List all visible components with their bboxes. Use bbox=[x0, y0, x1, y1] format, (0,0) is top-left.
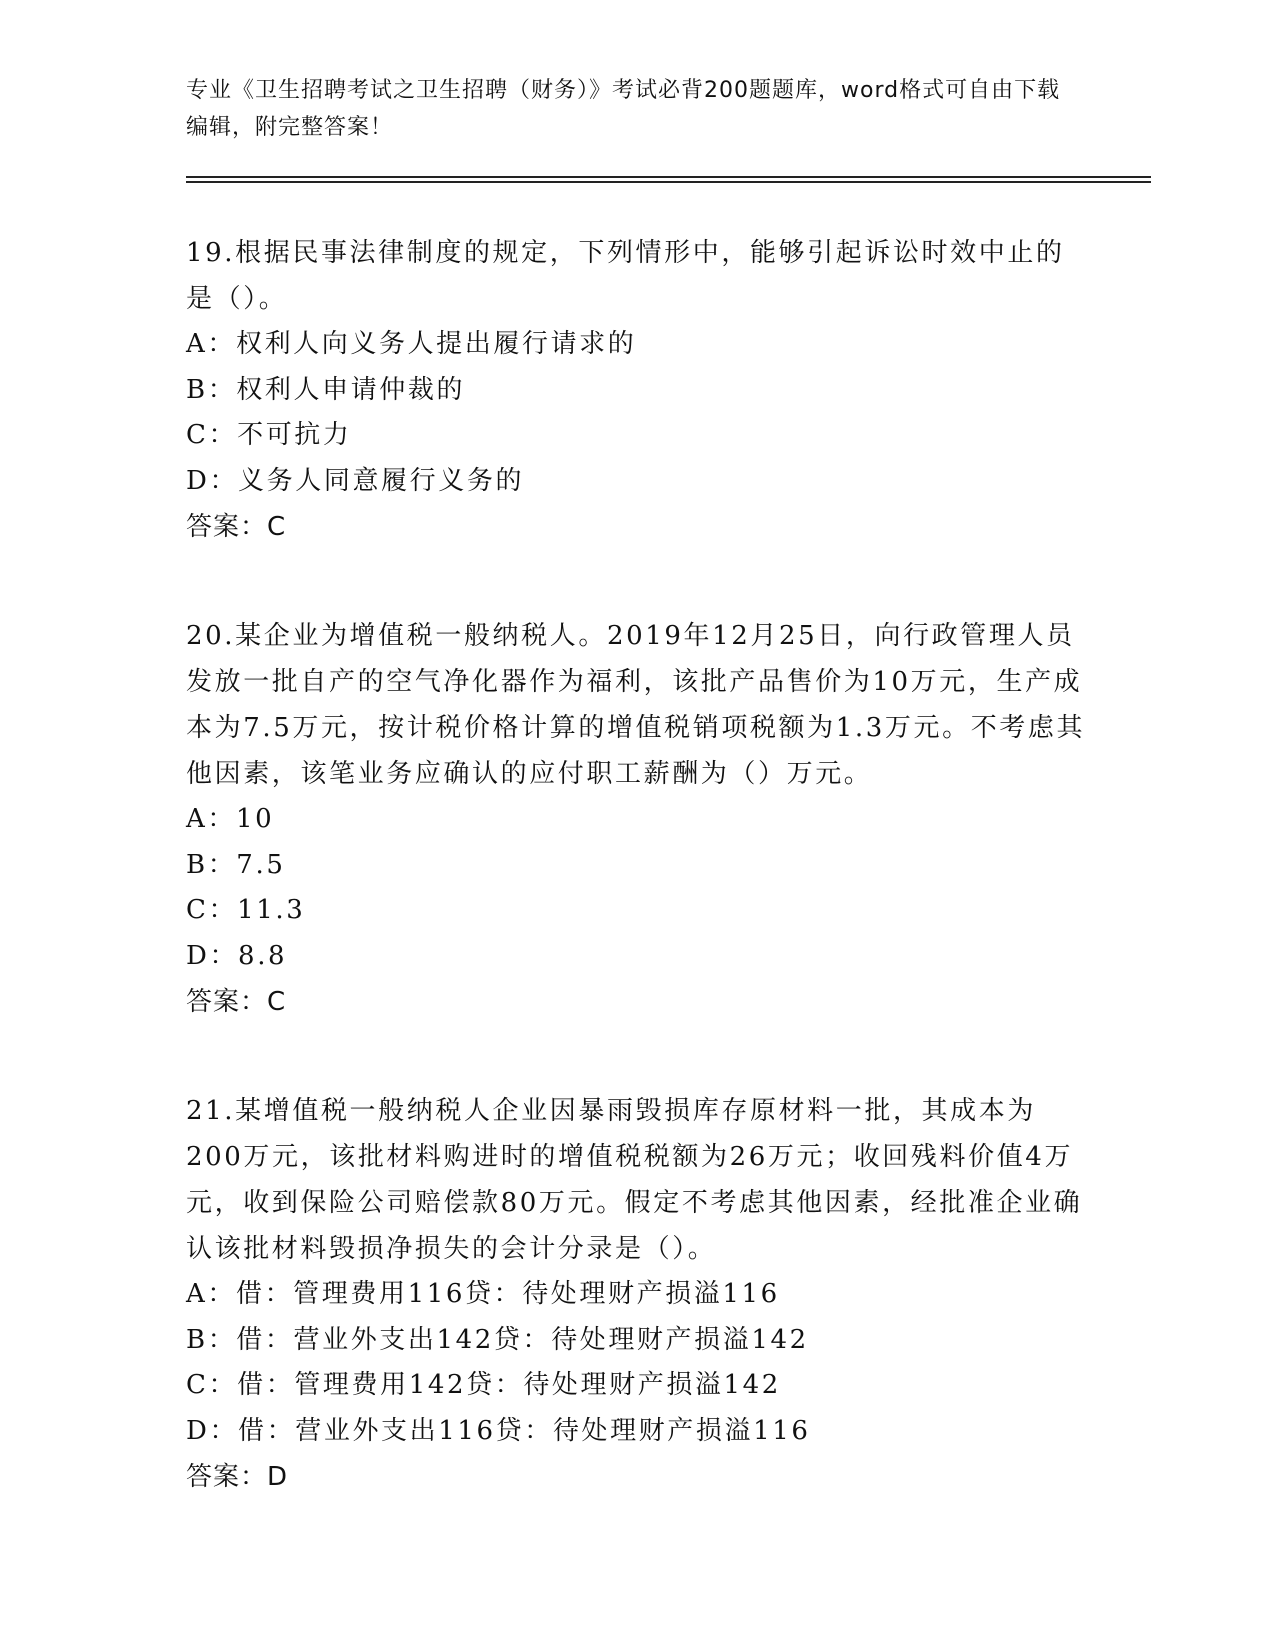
header-divider-bottom bbox=[186, 181, 1151, 183]
question-text: 21.某增值税一般纳税人企业因暴雨毁损库存原材料一批，其成本为200万元，该批材料购进时的增值税税额为26万元；收回残料价值4万元，收到保险公司赔偿款80万元。假定不考虑其他因素，经批准企业确认该批材料毁损净损失的会计分录是（）。 bbox=[186, 1096, 1083, 1264]
option-d: D：借：营业外支出116贷：待处理财产损溢116 bbox=[186, 1415, 811, 1446]
option-d: D：8.8 bbox=[186, 940, 288, 971]
question-20 bbox=[186, 613, 1086, 1025]
option-c: C：不可抗力 bbox=[186, 420, 352, 450]
option-a: A：借：管理费用116贷：待处理财产损溢116 bbox=[186, 1279, 780, 1309]
answer-label: 答案：C bbox=[186, 987, 287, 1017]
answer-label: 答案：D bbox=[186, 1462, 289, 1492]
option-b: B：权利人申请仲裁的 bbox=[186, 374, 466, 405]
option-b: B：借：营业外支出142贷：待处理财产损溢142 bbox=[186, 1324, 809, 1355]
option-a: A：权利人向义务人提出履行请求的 bbox=[186, 329, 637, 359]
question-list bbox=[186, 230, 1086, 1563]
document-header: 专业《卫生招聘考试之卫生招聘（财务）》考试必背200题题库，word格式可自由下载编辑，附完整答案！ bbox=[186, 78, 1061, 140]
question-19 bbox=[186, 230, 1086, 550]
question-21 bbox=[186, 1088, 1086, 1500]
option-c: C：借：管理费用142贷：待处理财产损溢142 bbox=[186, 1370, 781, 1400]
option-d: D：义务人同意履行义务的 bbox=[186, 465, 525, 496]
answer-label: 答案：C bbox=[186, 512, 287, 542]
header-divider-top bbox=[186, 176, 1151, 178]
option-b: B：7.5 bbox=[186, 849, 286, 880]
question-text: 20.某企业为增值税一般纳税人。2019年12月25日，向行政管理人员发放一批自产的空气净化器作为福利，该批产品售价为10万元，生产成本为7.5万元，按计税价格计算的增值税销项税额为1.3万元。不考虑其他因素，该笔业务应确认的应付职工薪酬为（）万元。 bbox=[186, 621, 1086, 789]
option-a: A：10 bbox=[186, 804, 275, 834]
question-text: 19.根据民事法律制度的规定，下列情形中，能够引起诉讼时效中止的是（）。 bbox=[186, 238, 1065, 314]
option-c: C：11.3 bbox=[186, 895, 306, 925]
